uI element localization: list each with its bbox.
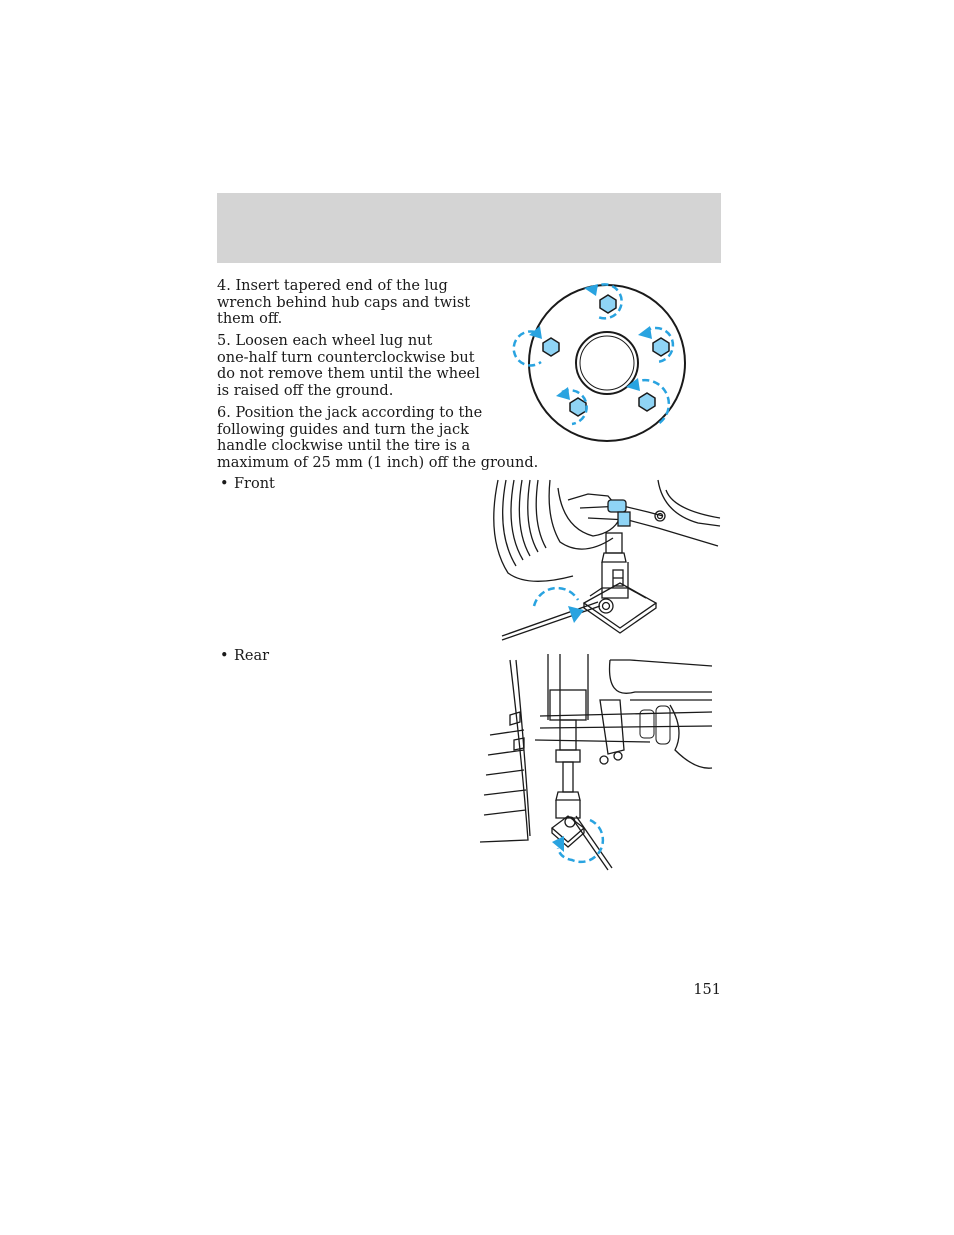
step-5-text: 5. Loosen each wheel lug nut one-half turn counterclockwise but do not remove them until the wheel is raised off the ground. [217, 333, 480, 399]
step-6-text: 6. Position the jack according to the following guides and turn the jack handle clockwise until the tire is a maximum of 25 mm (1 inch) off the ground. [217, 405, 539, 471]
rear-jack-illustration [480, 650, 720, 872]
step-4-text: 4. Insert tapered end of the lug wrench behind hub caps and twist them off. [217, 278, 471, 327]
bullet-front: • Front [220, 476, 275, 492]
front-jack-illustration [488, 478, 723, 643]
wheel-lug-nut-illustration [526, 284, 688, 442]
bullet-rear: • Rear [220, 648, 270, 664]
section-header-band [217, 193, 721, 263]
page-number: 151 [693, 982, 721, 998]
